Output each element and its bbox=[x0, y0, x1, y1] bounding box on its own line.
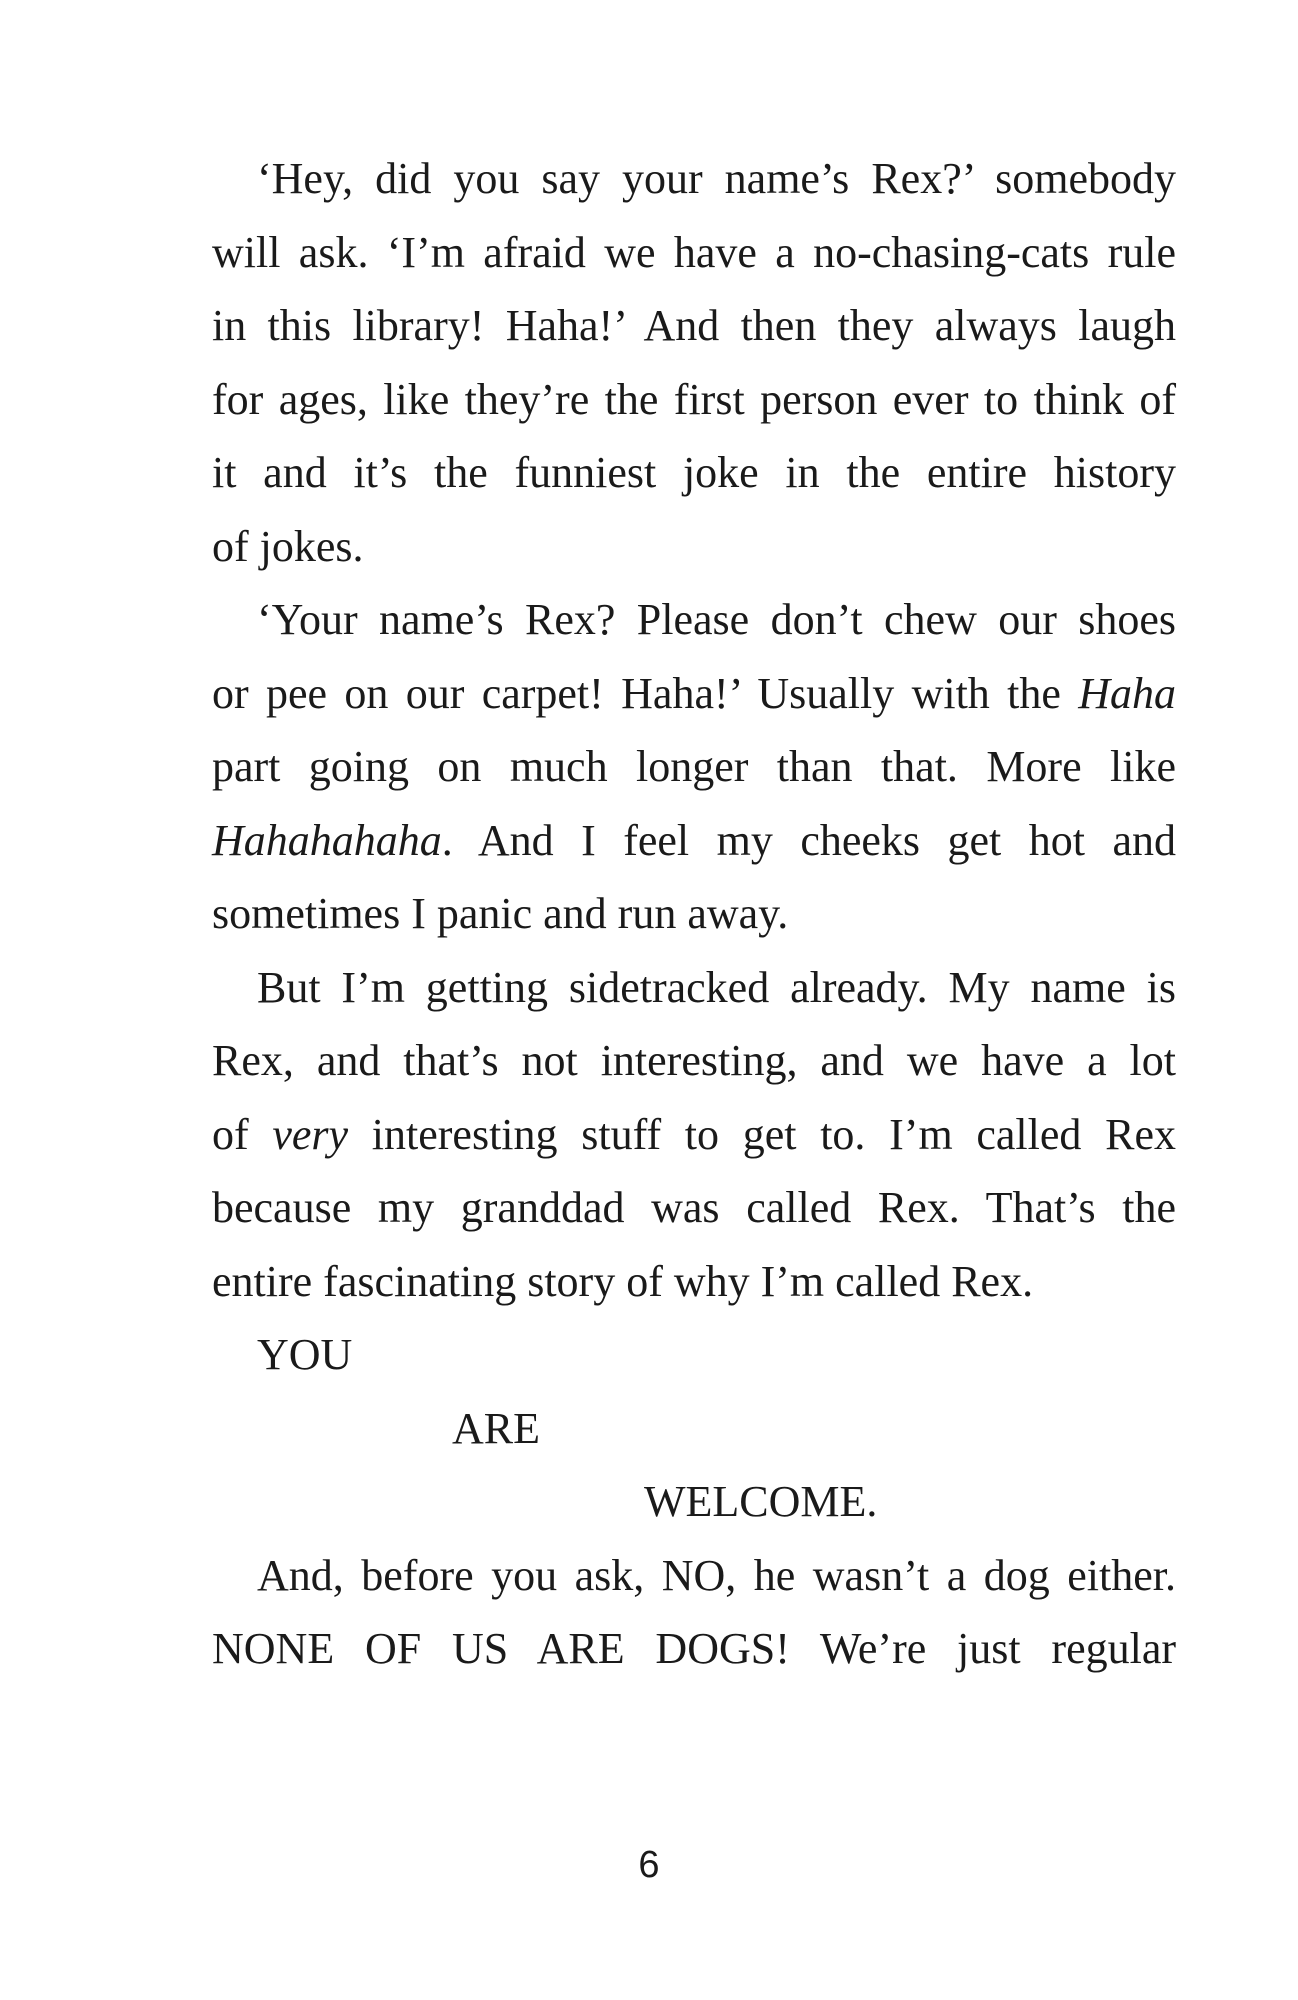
text-line bbox=[212, 804, 1176, 878]
text-line: And, before you ask, NO, he wasn’t a dog either. bbox=[257, 1550, 1176, 1600]
italic-text: Haha bbox=[1078, 668, 1176, 718]
staircase-you: YOU bbox=[257, 1330, 353, 1379]
text-line: sometimes I panic and run away. bbox=[212, 889, 789, 938]
text-line: of jokes. bbox=[212, 521, 364, 571]
text-line bbox=[212, 657, 1176, 731]
text-line bbox=[212, 1098, 1176, 1172]
paragraph-1 bbox=[212, 142, 1176, 583]
text-segment: or pee on our carpet! Haha!’ Usually with the bbox=[212, 668, 1079, 718]
text-line: entire fascinating story of why I’m called Rex. bbox=[212, 1256, 1034, 1306]
paragraph-3 bbox=[212, 951, 1176, 1319]
page-number: 6 bbox=[638, 1844, 660, 1886]
text-line: But I’m getting sidetracked already. My name is bbox=[257, 962, 1176, 1012]
body-text bbox=[212, 142, 1176, 1686]
text-line: ‘Your name’s Rex? Please don’t chew our shoes bbox=[257, 595, 1176, 644]
text-segment: . And I feel my cheeks get hot and bbox=[441, 815, 1176, 865]
text-segment: interesting stuff to get to. I’m called Rex bbox=[348, 1109, 1176, 1159]
text-line: will ask. ‘I’m afraid we have a no-chasing-cats rule bbox=[212, 227, 1176, 277]
text-line: ‘Hey, did you say your name’s Rex?’ somebody bbox=[257, 154, 1176, 203]
text-line: in this library! Haha!’ And then they always laugh bbox=[212, 301, 1176, 350]
text-line: Rex, and that’s not interesting, and we have a lot bbox=[212, 1036, 1176, 1085]
italic-text: very bbox=[272, 1109, 349, 1159]
text-line: NONE OF US ARE DOGS! We’re just regular bbox=[212, 1624, 1176, 1673]
paragraph-2 bbox=[212, 583, 1176, 951]
text-segment: of bbox=[212, 1109, 273, 1159]
paragraph-4 bbox=[212, 1539, 1176, 1686]
staircase-are: ARE bbox=[452, 1403, 540, 1453]
text-line: for ages, like they’re the first person ever to think of bbox=[212, 374, 1176, 424]
text-line: because my granddad was called Rex. That’s the bbox=[212, 1183, 1176, 1232]
staircase-welcome: WELCOME. bbox=[644, 1477, 878, 1526]
italic-text: Hahahahaha bbox=[212, 815, 442, 865]
text-line: it and it’s the funniest joke in the entire history bbox=[212, 448, 1176, 497]
text-line: part going on much longer than that. More like bbox=[212, 742, 1176, 791]
